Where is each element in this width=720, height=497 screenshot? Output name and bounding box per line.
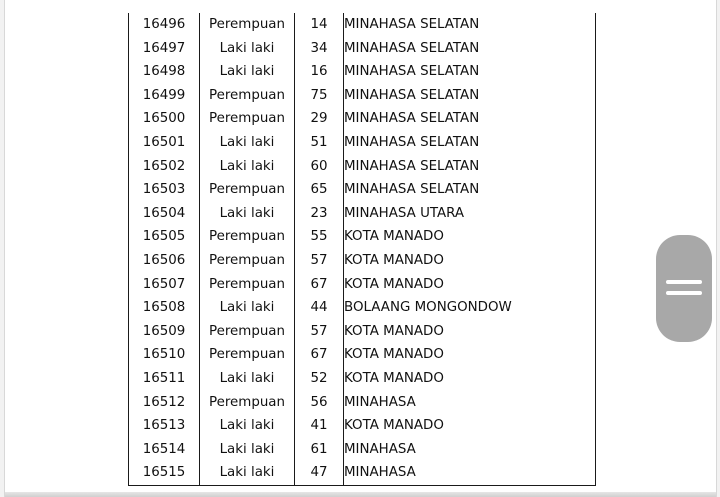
cell-region: KOTA MANADO — [344, 414, 596, 438]
cell-age: 67 — [295, 343, 344, 367]
scroll-handle[interactable] — [656, 235, 712, 342]
cell-age: 57 — [295, 249, 344, 273]
cell-age: 75 — [295, 84, 344, 108]
cell-age: 23 — [295, 202, 344, 226]
cell-id: 16499 — [129, 84, 200, 108]
cell-age: 29 — [295, 107, 344, 131]
cell-sex: Laki laki — [200, 60, 295, 84]
cell-age: 34 — [295, 37, 344, 61]
table-row — [129, 107, 596, 131]
cell-id: 16498 — [129, 60, 200, 84]
table-row — [129, 84, 596, 108]
cell-sex: Perempuan — [200, 249, 295, 273]
cell-age: 47 — [295, 461, 344, 485]
table-row — [129, 438, 596, 462]
cell-sex: Laki laki — [200, 131, 295, 155]
table-row — [129, 37, 596, 61]
cell-sex: Laki laki — [200, 414, 295, 438]
cell-sex: Laki laki — [200, 202, 295, 226]
cell-region: KOTA MANADO — [344, 249, 596, 273]
cell-id: 16501 — [129, 131, 200, 155]
cell-id: 16496 — [129, 13, 200, 37]
cell-region: MINAHASA SELATAN — [344, 155, 596, 179]
grip-line-top — [666, 280, 702, 284]
table-row — [129, 296, 596, 320]
cell-region: KOTA MANADO — [344, 367, 596, 391]
cell-region: KOTA MANADO — [344, 343, 596, 367]
cell-region: MINAHASA — [344, 461, 596, 485]
table-row — [129, 320, 596, 344]
cell-id: 16508 — [129, 296, 200, 320]
cell-sex: Laki laki — [200, 461, 295, 485]
cell-sex: Perempuan — [200, 107, 295, 131]
cell-id: 16507 — [129, 273, 200, 297]
cell-region: MINAHASA SELATAN — [344, 60, 596, 84]
cell-id: 16500 — [129, 107, 200, 131]
table-row — [129, 131, 596, 155]
cell-region: MINAHASA SELATAN — [344, 131, 596, 155]
cell-age: 56 — [295, 391, 344, 415]
cell-id: 16506 — [129, 249, 200, 273]
cell-age: 16 — [295, 60, 344, 84]
cell-sex: Perempuan — [200, 225, 295, 249]
table-row — [129, 249, 596, 273]
cell-sex: Perempuan — [200, 391, 295, 415]
cell-age: 57 — [295, 320, 344, 344]
cell-age: 52 — [295, 367, 344, 391]
cell-age: 14 — [295, 13, 344, 37]
grip-line-bottom — [666, 291, 702, 295]
table-row — [129, 273, 596, 297]
cell-region: MINAHASA UTARA — [344, 202, 596, 226]
cell-id: 16513 — [129, 414, 200, 438]
cell-age: 60 — [295, 155, 344, 179]
table-row — [129, 391, 596, 415]
cell-region: MINAHASA SELATAN — [344, 13, 596, 37]
cell-age: 55 — [295, 225, 344, 249]
cell-sex: Laki laki — [200, 155, 295, 179]
cell-id: 16505 — [129, 225, 200, 249]
cell-region: MINAHASA — [344, 391, 596, 415]
data-table — [128, 13, 596, 486]
document-page — [4, 0, 717, 497]
table-row — [129, 202, 596, 226]
cell-age: 44 — [295, 296, 344, 320]
cell-id: 16510 — [129, 343, 200, 367]
cell-region: BOLAANG MONGONDOW — [344, 296, 596, 320]
cell-age: 61 — [295, 438, 344, 462]
cell-region: KOTA MANADO — [344, 273, 596, 297]
table-row — [129, 225, 596, 249]
cell-sex: Perempuan — [200, 84, 295, 108]
cell-sex: Laki laki — [200, 296, 295, 320]
table-row — [129, 343, 596, 367]
cell-age: 41 — [295, 414, 344, 438]
cell-sex: Laki laki — [200, 37, 295, 61]
table-body — [129, 13, 596, 485]
table-row — [129, 178, 596, 202]
table-row — [129, 155, 596, 179]
cell-age: 67 — [295, 273, 344, 297]
cell-region: MINAHASA SELATAN — [344, 178, 596, 202]
cell-id: 16497 — [129, 37, 200, 61]
cell-region: MINAHASA SELATAN — [344, 107, 596, 131]
cell-id: 16514 — [129, 438, 200, 462]
table-row — [129, 461, 596, 485]
cell-id: 16511 — [129, 367, 200, 391]
cell-id: 16512 — [129, 391, 200, 415]
cell-region: KOTA MANADO — [344, 320, 596, 344]
cell-sex: Perempuan — [200, 13, 295, 37]
cell-sex: Perempuan — [200, 178, 295, 202]
table-row — [129, 60, 596, 84]
page-bottom-edge — [5, 492, 716, 497]
cell-id: 16502 — [129, 155, 200, 179]
cell-region: MINAHASA SELATAN — [344, 37, 596, 61]
cell-region: MINAHASA — [344, 438, 596, 462]
cell-id: 16509 — [129, 320, 200, 344]
cell-sex: Perempuan — [200, 343, 295, 367]
cell-sex: Laki laki — [200, 438, 295, 462]
cell-region: MINAHASA SELATAN — [344, 84, 596, 108]
cell-id: 16503 — [129, 178, 200, 202]
cell-age: 65 — [295, 178, 344, 202]
cell-id: 16504 — [129, 202, 200, 226]
table-row — [129, 13, 596, 37]
cell-sex: Laki laki — [200, 367, 295, 391]
cell-id: 16515 — [129, 461, 200, 485]
cell-sex: Perempuan — [200, 273, 295, 297]
cell-age: 51 — [295, 131, 344, 155]
table-row — [129, 414, 596, 438]
cell-region: KOTA MANADO — [344, 225, 596, 249]
table-row — [129, 367, 596, 391]
cell-sex: Perempuan — [200, 320, 295, 344]
